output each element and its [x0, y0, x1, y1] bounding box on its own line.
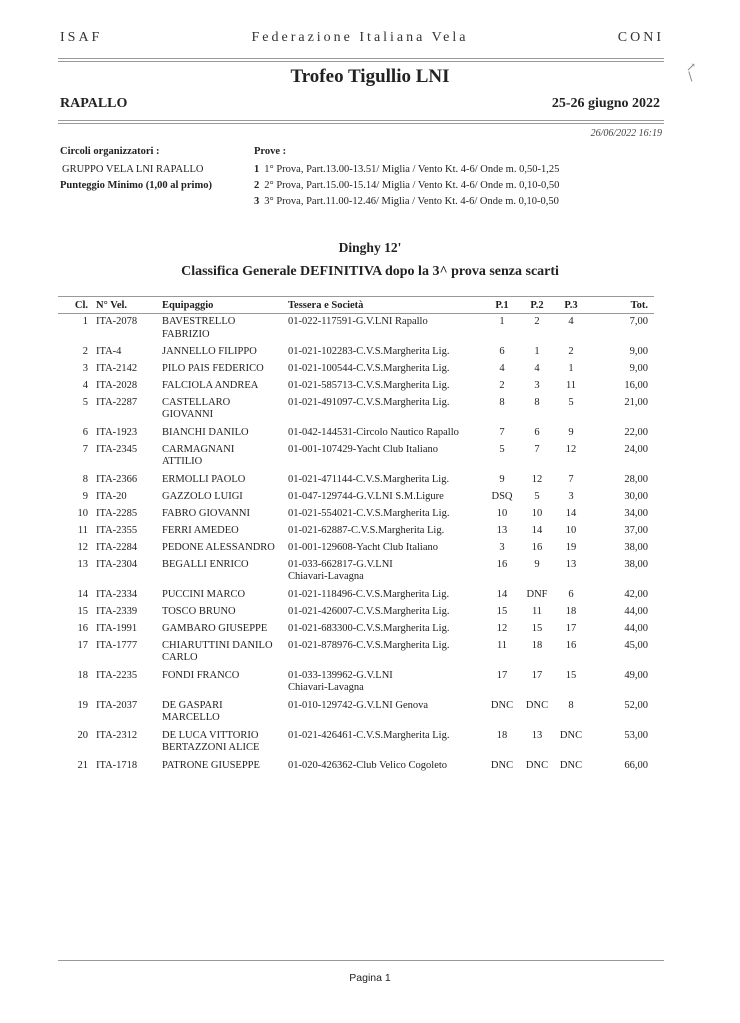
club-line: 01-033-139962-G.V.LNI: [288, 669, 393, 681]
club-line: 01-021-683300-C.V.S.Margherita Lig.: [288, 622, 450, 634]
cell-club: [286, 425, 484, 442]
crew-line: BEGALLI ENRICO: [162, 558, 249, 570]
cell-crew: [160, 668, 286, 698]
cell-club: [286, 758, 484, 775]
cell-rank: 19: [77, 699, 88, 711]
cell-crew: [160, 506, 286, 523]
cell-race-3: 13: [565, 558, 577, 570]
header-isaf: ISAF: [60, 30, 103, 45]
cell-total: 49,00: [624, 669, 648, 681]
club-line: 01-021-62887-C.V.S.Margherita Lig.: [288, 524, 445, 536]
crew-line: ERMOLLI PAOLO: [162, 473, 246, 485]
class-name: Dinghy 12': [338, 240, 402, 255]
cell-crew: [160, 395, 286, 425]
cell-race-3: DNC: [559, 759, 583, 771]
cell-sail-number: ITA-4: [96, 345, 122, 357]
cell-club: [286, 698, 484, 728]
cell-crew: [160, 728, 286, 758]
cell-race-2: 14: [531, 524, 543, 536]
page-title: Trofeo Tigullio LNI: [290, 66, 450, 87]
cell-total: 24,00: [624, 443, 648, 455]
cell-total: 22,00: [624, 426, 648, 438]
cell-crew: [160, 604, 286, 621]
cell-rank: 11: [77, 524, 88, 536]
cell-sail-number: ITA-2142: [96, 362, 138, 374]
cell-crew: [160, 425, 286, 442]
table-row: [58, 668, 654, 698]
cell-sail-number: ITA-2304: [96, 558, 138, 570]
cell-crew: [160, 361, 286, 378]
cell-total: 52,00: [624, 699, 648, 711]
cell-club: [286, 668, 484, 698]
race-item-1: [254, 164, 559, 175]
cell-sail-number: ITA-20: [96, 490, 127, 502]
table-row: [58, 395, 654, 425]
cell-race-3: 14: [565, 507, 577, 519]
cell-club: [286, 638, 484, 668]
club-line: 01-021-585713-C.V.S.Margherita Lig.: [288, 379, 450, 391]
cell-race-1: 4: [499, 362, 505, 374]
cell-crew: [160, 472, 286, 489]
cell-race-2: 2: [534, 316, 540, 327]
cell-race-3: 9: [568, 426, 574, 438]
event-place: RAPALLO: [60, 96, 128, 111]
cell-rank: 15: [77, 605, 88, 617]
cell-club: [286, 523, 484, 540]
cell-club: [286, 540, 484, 557]
cell-sail-number: ITA-1923: [96, 426, 138, 438]
cell-crew: [160, 758, 286, 775]
crew-line: FALCIOLA ANDREA: [162, 379, 259, 391]
col-header-p3: P.3: [554, 297, 588, 314]
cell-race-3: DNC: [559, 729, 583, 741]
crew-line: BERTAZZONI ALICE: [162, 742, 260, 753]
cell-race-1: 2: [499, 379, 505, 391]
cell-race-1: DNC: [490, 699, 514, 711]
cell-race-3: 18: [565, 605, 577, 617]
cell-race-1: 17: [496, 669, 508, 681]
cell-sail-number: ITA-2284: [96, 541, 138, 553]
cell-crew: [160, 587, 286, 604]
cell-total: 7,00: [629, 316, 648, 327]
cell-race-3: 4: [568, 316, 574, 327]
table-row: [58, 361, 654, 378]
cell-sail-number: ITA-2339: [96, 605, 138, 617]
cell-club: [286, 506, 484, 523]
cell-race-2: 17: [531, 669, 543, 681]
crew-line: PILO PAIS FEDERICO: [162, 362, 264, 374]
cell-race-3: 16: [565, 639, 577, 651]
club-line: 01-021-426461-C.V.S.Margherita Lig.: [288, 729, 450, 741]
table-row: [58, 604, 654, 621]
crew-line: CARMAGNANI: [162, 443, 235, 455]
cell-race-3: 3: [568, 490, 574, 502]
cell-race-3: 8: [568, 699, 574, 711]
cell-race-1: DSQ: [491, 490, 513, 502]
cell-race-1: 18: [496, 729, 508, 741]
col-header-cl: Cl.: [58, 297, 94, 314]
cell-club: [286, 361, 484, 378]
table-row: [58, 489, 654, 506]
club-line: 01-021-471144-C.V.S.Margherita Lig.: [288, 473, 450, 485]
table-row: [58, 506, 654, 523]
cell-sail-number: ITA-2366: [96, 473, 138, 485]
cell-club: [286, 314, 484, 344]
cell-race-1: 10: [496, 507, 508, 519]
cell-race-3: 5: [568, 396, 574, 408]
cell-club: [286, 344, 484, 361]
minimum-score: Punteggio Minimo (1,00 al primo): [60, 180, 212, 191]
table-row: [58, 344, 654, 361]
cell-race-1: 9: [499, 473, 505, 485]
cell-rank: 10: [77, 507, 88, 519]
club-line: 01-021-554021-C.V.S.Margherita Lig.: [288, 507, 450, 519]
header-rule-mid-2: [58, 123, 664, 124]
organizers-label: Circoli organizzatori :: [60, 146, 160, 157]
crew-line: GAMBARO GIUSEPPE: [162, 622, 268, 634]
cell-race-2: 11: [531, 605, 543, 617]
header-coni: CONI: [617, 30, 664, 45]
cell-club: [286, 621, 484, 638]
cell-race-1: 8: [499, 396, 505, 408]
cell-race-1: 15: [496, 605, 508, 617]
cell-race-2: 1: [534, 345, 540, 357]
table-row: [58, 638, 654, 668]
cell-rank: 14: [77, 588, 88, 600]
table-row: [58, 523, 654, 540]
col-header-club: Tessera e Società: [286, 297, 484, 314]
cell-rank: 20: [77, 729, 88, 741]
results-body: [58, 314, 654, 775]
table-row: [58, 698, 654, 728]
cell-total: 42,00: [624, 588, 648, 600]
table-row: [58, 621, 654, 638]
col-header-p2: P.2: [520, 297, 554, 314]
cell-total: 21,00: [624, 396, 648, 408]
table-row: [58, 540, 654, 557]
cell-total: 38,00: [624, 558, 648, 570]
cell-rank: 13: [77, 558, 88, 570]
cell-race-2: 8: [534, 396, 540, 408]
cell-crew: [160, 638, 286, 668]
cell-rank: 7: [82, 443, 88, 455]
club-line: 01-047-129744-G.V.LNI S.M.Ligure: [288, 490, 444, 502]
cell-rank: 12: [77, 541, 88, 553]
cell-sail-number: ITA-2235: [96, 669, 138, 681]
club-line: 01-021-118496-C.V.S.Margherita Lig.: [288, 588, 450, 600]
cell-club: [286, 587, 484, 604]
club-line: 01-020-426362-Club Velico Cogoleto: [288, 759, 448, 771]
crew-line: CARLO: [162, 652, 198, 663]
club-line: 01-021-878976-C.V.S.Margherita Lig.: [288, 639, 450, 651]
crew-line: BAVESTRELLO: [162, 316, 236, 327]
cell-rank: 17: [77, 639, 88, 651]
cell-club: [286, 442, 484, 472]
race-item-2: [254, 180, 559, 191]
table-row: [58, 378, 654, 395]
event-dates: 25-26 giugno 2022: [551, 96, 660, 111]
club-line: 01-021-100544-C.V.S.Margherita Lig.: [288, 362, 450, 374]
col-header-sail: N° Vel.: [94, 297, 160, 314]
cell-club: [286, 728, 484, 758]
cell-race-1: 1: [499, 316, 505, 327]
race-number: 2: [254, 180, 260, 191]
cell-total: 30,00: [624, 490, 648, 502]
cell-race-3: 7: [568, 473, 574, 485]
table-row: [58, 472, 654, 489]
crew-line: CASTELLARO: [162, 396, 231, 408]
cell-race-2: 5: [534, 490, 540, 502]
cell-race-3: 11: [565, 379, 577, 391]
cell-total: 37,00: [624, 524, 648, 536]
cell-rank: 5: [82, 396, 88, 408]
cell-race-2: 10: [531, 507, 543, 519]
results-table: [58, 296, 654, 775]
header-federation: Federazione Italiana Vela: [251, 30, 469, 45]
club-line: Chiavari-Lavagna: [288, 571, 364, 582]
cell-crew: [160, 378, 286, 395]
cell-crew: [160, 621, 286, 638]
cell-race-2: DNC: [525, 759, 549, 771]
cell-total: 28,00: [624, 473, 648, 485]
club-line: 01-022-117591-G.V.LNI Rapallo: [288, 316, 428, 327]
cell-rank: 1: [82, 316, 88, 327]
crew-line: GIOVANNI: [162, 409, 214, 420]
cell-race-3: 19: [565, 541, 577, 553]
cell-race-3: 15: [565, 669, 577, 681]
cell-sail-number: ITA-2334: [96, 588, 138, 600]
cell-sail-number: ITA-2028: [96, 379, 138, 391]
crew-line: PEDONE ALESSANDRO: [162, 541, 275, 553]
race-number: 1: [254, 164, 260, 175]
cell-crew: [160, 523, 286, 540]
cell-sail-number: ITA-1777: [96, 639, 138, 651]
cell-sail-number: ITA-2312: [96, 729, 138, 741]
cell-total: 45,00: [624, 639, 648, 651]
table-header-row: [58, 297, 654, 314]
cell-race-2: 13: [531, 729, 543, 741]
club-line: 01-021-491097-C.V.S.Margherita Lig.: [288, 396, 450, 408]
cell-race-2: DNC: [525, 699, 549, 711]
crew-line: FABRIZIO: [162, 328, 210, 340]
cell-club: [286, 604, 484, 621]
cell-total: 53,00: [624, 729, 648, 741]
cell-total: 34,00: [624, 507, 648, 519]
crew-line: JANNELLO FILIPPO: [162, 345, 257, 357]
cell-race-1: 16: [496, 558, 508, 570]
cell-race-1: 5: [499, 443, 505, 455]
cell-total: 16,00: [624, 379, 648, 391]
cell-race-2: 4: [534, 362, 540, 374]
cell-race-2: 3: [534, 379, 540, 391]
cell-race-2: 18: [531, 639, 543, 651]
cell-race-3: 12: [565, 443, 577, 455]
cell-sail-number: ITA-2037: [96, 699, 138, 711]
cell-race-1: 11: [496, 639, 508, 651]
cell-total: 9,00: [629, 362, 648, 374]
cell-crew: [160, 489, 286, 506]
cell-race-3: 2: [568, 345, 574, 357]
crew-line: PUCCINI MARCO: [162, 588, 246, 600]
cell-club: [286, 557, 484, 587]
crew-line: BIANCHI DANILO: [162, 426, 249, 438]
cell-total: 38,00: [624, 541, 648, 553]
cell-total: 44,00: [624, 605, 648, 617]
cell-race-2: 15: [531, 622, 543, 634]
scan-mark-icon: ↗ ∖: [686, 60, 697, 84]
cell-rank: 2: [82, 345, 88, 357]
cell-race-2: 12: [531, 473, 543, 485]
races-label: Prove :: [254, 146, 287, 157]
cell-rank: 3: [82, 362, 88, 374]
cell-sail-number: ITA-2285: [96, 507, 138, 519]
table-row: [58, 557, 654, 587]
table-row: [58, 442, 654, 472]
crew-line: DE LUCA VITTORIO: [162, 729, 259, 741]
crew-line: TOSCO BRUNO: [162, 605, 236, 617]
crew-line: MARCELLO: [162, 712, 220, 723]
race-description: 2° Prova, Part.15.00-15.14/ Miglia / Vento Kt. 4-6/ Onde m. 0,10-0,50: [264, 180, 560, 191]
cell-race-1: 3: [499, 541, 505, 553]
cell-sail-number: ITA-1718: [96, 759, 138, 771]
cell-race-2: 16: [531, 541, 543, 553]
cell-crew: [160, 557, 286, 587]
cell-rank: 9: [82, 490, 88, 502]
page-number: Pagina 1: [349, 972, 391, 984]
cell-rank: 21: [77, 759, 88, 771]
cell-race-2: 9: [534, 558, 540, 570]
race-item-3: [254, 196, 559, 207]
cell-club: [286, 395, 484, 425]
crew-line: FERRI AMEDEO: [162, 524, 239, 536]
club-line: 01-001-107429-Yacht Club Italiano: [288, 443, 438, 455]
cell-sail-number: ITA-1991: [96, 622, 138, 634]
cell-race-3: 17: [565, 622, 577, 634]
cell-total: 9,00: [629, 345, 648, 357]
cell-race-3: 1: [568, 362, 574, 374]
cell-rank: 16: [77, 622, 88, 634]
cell-race-1: 13: [496, 524, 508, 536]
cell-total: 66,00: [624, 759, 648, 771]
header-rule-mid: [58, 120, 664, 121]
crew-line: FONDI FRANCO: [162, 669, 240, 681]
cell-sail-number: ITA-2287: [96, 396, 138, 408]
header-rule-top-2: [58, 61, 664, 62]
race-description: 3° Prova, Part.11.00-12.46/ Miglia / Vento Kt. 4-6/ Onde m. 0,10-0,50: [264, 196, 559, 207]
cell-rank: 8: [82, 473, 88, 485]
cell-race-1: 7: [499, 426, 505, 438]
cell-race-1: 12: [496, 622, 508, 634]
cell-sail-number: ITA-2355: [96, 524, 138, 536]
crew-line: GAZZOLO LUIGI: [162, 490, 243, 502]
crew-line: CHIARUTTINI DANILO: [162, 639, 273, 651]
table-row: [58, 587, 654, 604]
table-row: [58, 728, 654, 758]
cell-crew: [160, 344, 286, 361]
cell-race-1: DNC: [490, 759, 514, 771]
crew-line: DE GASPARI: [162, 699, 223, 711]
crew-line: ATTILIO: [162, 456, 203, 467]
race-description: 1° Prova, Part.13.00-13.51/ Miglia / Vento Kt. 4-6/ Onde m. 0,50-1,25: [264, 164, 560, 175]
club-line: 01-021-102283-C.V.S.Margherita Lig.: [288, 345, 450, 357]
cell-crew: [160, 314, 286, 344]
cell-crew: [160, 540, 286, 557]
cell-club: [286, 378, 484, 395]
club-line: 01-042-144531-Circolo Nautico Rapallo: [288, 426, 459, 438]
crew-line: FABRO GIOVANNI: [162, 507, 250, 519]
cell-rank: 18: [77, 669, 88, 681]
race-number: 3: [254, 196, 260, 207]
table-row: [58, 758, 654, 775]
club-line: 01-021-426007-C.V.S.Margherita Lig.: [288, 605, 450, 617]
cell-rank: 6: [82, 426, 88, 438]
col-header-p1: P.1: [484, 297, 520, 314]
table-row: [58, 425, 654, 442]
cell-race-3: 6: [568, 588, 574, 600]
crew-line: PATRONE GIUSEPPE: [162, 759, 260, 771]
cell-total: 44,00: [624, 622, 648, 634]
cell-sail-number: ITA-2078: [96, 316, 138, 327]
cell-sail-number: ITA-2345: [96, 443, 138, 455]
cell-race-2: 7: [534, 443, 540, 455]
cell-race-2: 6: [534, 426, 540, 438]
club-line: 01-033-662817-G.V.LNI: [288, 558, 393, 570]
organizer-club: GRUPPO VELA LNI RAPALLO: [62, 164, 204, 175]
cell-club: [286, 472, 484, 489]
cell-race-2: DNF: [526, 588, 548, 600]
cell-crew: [160, 698, 286, 728]
footer-rule: [58, 960, 664, 961]
cell-race-3: 10: [565, 524, 577, 536]
col-header-crew: Equipaggio: [160, 297, 286, 314]
cell-rank: 4: [82, 379, 88, 391]
cell-crew: [160, 442, 286, 472]
cell-race-1: 6: [499, 345, 505, 357]
table-row: [58, 314, 654, 344]
print-timestamp: 26/06/2022 16:19: [590, 128, 662, 139]
club-line: 01-010-129742-G.V.LNI Genova: [288, 699, 429, 711]
header-rule-top: [58, 58, 664, 59]
col-header-total: Tot.: [588, 297, 654, 314]
club-line: 01-001-129608-Yacht Club Italiano: [288, 541, 438, 553]
cell-race-1: 14: [496, 588, 508, 600]
cell-club: [286, 489, 484, 506]
classification-subtitle: Classifica Generale DEFINITIVA dopo la 3^ prova senza scarti: [181, 264, 559, 279]
club-line: Chiavari-Lavagna: [288, 682, 364, 693]
